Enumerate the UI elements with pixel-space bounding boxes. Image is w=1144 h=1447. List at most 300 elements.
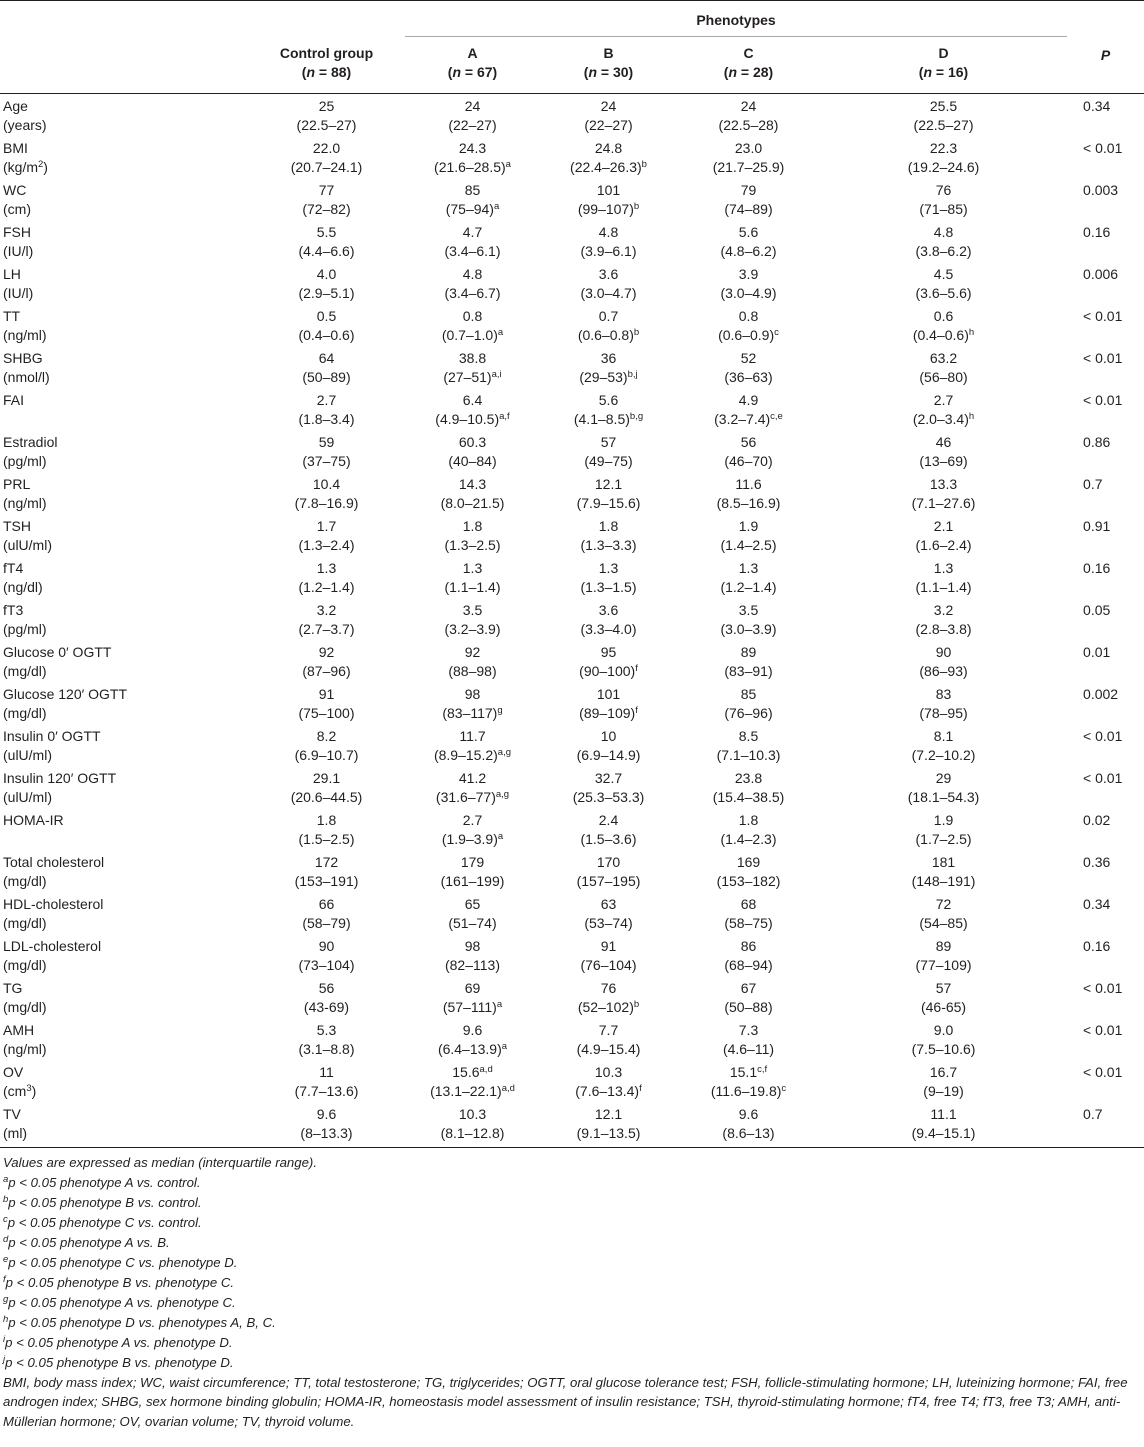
iqr-value: (3.3–4.0) (580, 620, 637, 637)
table-row (0, 1105, 1144, 1148)
median-value: 65 (464, 895, 481, 912)
significance-mark: f (635, 704, 638, 716)
median-value: 16.7 (929, 1063, 958, 1080)
iqr-value: $(22.4-26.3)^b$ (570, 158, 647, 175)
median-value: 3.2 (933, 601, 954, 618)
median-value: 77 (318, 181, 335, 198)
footnote: $^c$p < 0.05 phenotype C vs. control. (3, 1213, 202, 1230)
value-cell (540, 937, 677, 979)
iqr-value: (54–85) (919, 914, 968, 931)
iqr-value: $(11.6-19.8)^c$ (710, 1082, 787, 1099)
row-label (0, 559, 248, 601)
median-value: 10.3 (594, 1063, 623, 1080)
iqr-value: (76–96) (724, 704, 773, 721)
parameter-name: TG (3, 979, 23, 996)
parameter-name: LH (3, 265, 21, 282)
iqr-value: (9–19) (923, 1082, 964, 1099)
footnote: $^i$p < 0.05 phenotype A vs. phenotype D. (3, 1333, 233, 1350)
iqr-value: (2.9–5.1) (298, 284, 355, 301)
iqr-value: $(21.6-28.5)^a$ (434, 158, 511, 175)
median-value: 22.3 (929, 139, 958, 156)
p-value: 0.36 (1083, 853, 1111, 870)
group-header-row (0, 37, 1144, 93)
median-value: 101 (596, 685, 621, 702)
median-value: 89 (935, 937, 952, 954)
median-value: 29 (935, 769, 952, 786)
median-value: 7.3 (738, 1021, 759, 1038)
iqr-value: (3.0–4.7) (580, 284, 637, 301)
footnote: $^h$p < 0.05 phenotype D vs. phenotypes A, B, C. (3, 1313, 276, 1330)
parameter-unit: (ng/ml) (3, 1040, 47, 1057)
value-cell (248, 139, 405, 181)
group-n: (n = 30) (583, 64, 634, 80)
value-cell (820, 139, 1067, 181)
iqr-value: (8.1–12.8) (440, 1124, 505, 1141)
iqr-value: (86–93) (919, 662, 968, 679)
value-cell (405, 265, 540, 307)
table-row (0, 517, 1144, 559)
iqr-value: (51–74) (448, 914, 497, 931)
iqr-value: (4.9–15.4) (576, 1040, 641, 1057)
median-value: 66 (318, 895, 335, 912)
parameter-unit: (ml) (3, 1124, 28, 1141)
p-value: < 0.01 (1083, 979, 1123, 996)
parameter-unit: (mg/dl) (3, 704, 47, 721)
median-value: 1.9 (738, 517, 759, 534)
parameter-name: Glucose 120′ OGTT (3, 685, 128, 702)
median-value: 25 (318, 97, 335, 114)
table-row (0, 433, 1144, 475)
value-cell (405, 559, 540, 601)
value-cell (540, 475, 677, 517)
value-cell (820, 601, 1067, 643)
iqr-value: (25.3–53.3) (572, 788, 645, 805)
iqr-value: (46–70) (724, 452, 773, 469)
median-value: 24.8 (594, 139, 623, 156)
iqr-value: (153–191) (294, 872, 359, 889)
group-header-a (405, 37, 540, 93)
value-cell (820, 685, 1067, 727)
median-value: 10.4 (312, 475, 341, 492)
median-value: 1.8 (738, 811, 759, 828)
value-cell (405, 349, 540, 391)
iqr-value: (3.9–6.1) (580, 242, 637, 259)
significance-mark: f (639, 1082, 642, 1094)
parameter-unit: (mg/dl) (3, 872, 47, 889)
value-cell (405, 685, 540, 727)
iqr-value: (68–94) (724, 956, 773, 973)
value-cell (405, 93, 540, 139)
iqr-value: $(83-117)^g$ (442, 704, 503, 721)
value-cell (540, 265, 677, 307)
iqr-value: (36–63) (724, 368, 773, 385)
parameter-name: SHBG (3, 349, 43, 366)
iqr-value: (78–95) (919, 704, 968, 721)
value-cell (248, 979, 405, 1021)
value-cell (820, 1105, 1067, 1148)
iqr-value: $(0.6-0.8)^b$ (577, 326, 640, 343)
iqr-value: (7.7–13.6) (294, 1082, 359, 1099)
value-cell (405, 979, 540, 1021)
value-cell (820, 223, 1067, 265)
median-value: 2.7 (316, 391, 337, 408)
value-cell (677, 139, 820, 181)
iqr-value: $(31.6-77)^{a,g}$ (435, 788, 510, 805)
value-cell (405, 1105, 540, 1148)
iqr-value: (1.2–1.4) (720, 578, 777, 595)
value-cell (405, 1021, 540, 1063)
value-cell (540, 979, 677, 1021)
median-value: 5.6 (738, 223, 759, 240)
value-cell (820, 895, 1067, 937)
median-value: 32.7 (594, 769, 623, 786)
value-cell (248, 895, 405, 937)
p-value: 0.05 (1083, 601, 1111, 618)
iqr-value: (1.3–3.3) (580, 536, 637, 553)
group-name: Control group (279, 45, 374, 61)
significance-mark: b (641, 158, 647, 170)
p-value: 0.01 (1083, 643, 1111, 660)
table-row (0, 1021, 1144, 1063)
median-value: 8.2 (316, 727, 337, 744)
median-value: 1.8 (598, 517, 619, 534)
iqr-value: (72–82) (302, 200, 351, 217)
significance-mark: c,e (770, 410, 783, 422)
p-value: 0.16 (1083, 223, 1111, 240)
value-cell (820, 349, 1067, 391)
significance-mark: b,j (627, 368, 638, 380)
median-value: 170 (596, 853, 621, 870)
median-value: 0.7 (598, 307, 619, 324)
iqr-value: (8–13.3) (300, 1124, 353, 1141)
significance-mark: a,i (491, 368, 502, 380)
value-cell (820, 643, 1067, 685)
value-cell (820, 433, 1067, 475)
parameter-unit: (pg/ml) (3, 620, 47, 637)
median-value: 14.3 (458, 475, 487, 492)
p-value: < 0.01 (1083, 307, 1123, 324)
value-cell (677, 685, 820, 727)
value-cell (248, 769, 405, 811)
iqr-value: $(89-109)^f$ (579, 704, 638, 721)
value-cell (540, 391, 677, 433)
p-value: < 0.01 (1083, 349, 1123, 366)
median-value: 56 (740, 433, 757, 450)
median-value: 92 (464, 643, 481, 660)
value-cell (677, 391, 820, 433)
iqr-value: (2.7–3.7) (298, 620, 355, 637)
median-value: 7.7 (598, 1021, 619, 1038)
group-n: (n = 88) (301, 64, 352, 80)
median-value: 0.6 (933, 307, 954, 324)
value-cell (820, 853, 1067, 895)
median-value: 36 (600, 349, 617, 366)
row-label (0, 1105, 248, 1148)
iqr-value: (6.9–14.9) (576, 746, 641, 763)
p-value: < 0.01 (1083, 1063, 1123, 1080)
iqr-value: (74–89) (724, 200, 773, 217)
median-value: 10.3 (458, 1105, 487, 1122)
group-name: B (603, 45, 614, 61)
row-label (0, 1063, 248, 1105)
parameter-name: OV (3, 1063, 24, 1080)
p-value: 0.34 (1083, 97, 1111, 114)
table-row (0, 1063, 1144, 1105)
table-row (0, 391, 1144, 433)
table-row (0, 601, 1144, 643)
value-cell (677, 895, 820, 937)
group-name: A (467, 45, 478, 61)
significance-mark: a (497, 830, 504, 842)
row-label (0, 391, 248, 433)
parameter-name: fT4 (3, 559, 24, 576)
value-cell (677, 1105, 820, 1148)
median-value: 1.3 (738, 559, 759, 576)
parameter-unit: (ng/dl) (3, 578, 43, 595)
value-cell (820, 1063, 1067, 1105)
value-cell (248, 433, 405, 475)
iqr-value: (7.2–10.2) (911, 746, 976, 763)
value-cell (248, 223, 405, 265)
parameter-name: HDL-cholesterol (3, 895, 104, 912)
significance-mark: c (781, 1082, 787, 1094)
median-value: 4.9 (738, 391, 759, 408)
value-cell (677, 937, 820, 979)
value-cell (405, 601, 540, 643)
value-cell (405, 727, 540, 769)
value-cell (820, 517, 1067, 559)
value-cell (820, 93, 1067, 139)
median-value: 11.7 (459, 727, 486, 744)
value-cell (677, 1063, 820, 1105)
iqr-value: (7.9–15.6) (576, 494, 641, 511)
row-label (0, 811, 248, 853)
iqr-value: (157–195) (576, 872, 641, 889)
parameter-unit: (years) (3, 116, 47, 133)
iqr-value: $(0.7-1.0)^a$ (441, 326, 504, 343)
row-label (0, 853, 248, 895)
value-cell (677, 559, 820, 601)
iqr-value: (22.5–27) (296, 116, 357, 133)
value-cell (820, 1021, 1067, 1063)
iqr-value: (40–84) (448, 452, 497, 469)
parameter-name: HOMA-IR (3, 811, 64, 828)
parameter-unit: (nmol/l) (3, 368, 50, 385)
parameter-unit: (IU/l) (3, 284, 34, 301)
median-value: 76 (935, 181, 952, 198)
parameter-unit: (pg/ml) (3, 452, 47, 469)
iqr-value: $(27-51)^{a,i}$ (443, 368, 502, 385)
parameter-name: Insulin 120′ OGTT (3, 769, 117, 786)
footnote: $^e$p < 0.05 phenotype C vs. phenotype D. (3, 1253, 238, 1270)
median-value: 9.6 (462, 1021, 483, 1038)
median-value: 0.8 (462, 307, 483, 324)
median-value: 4.8 (462, 265, 483, 282)
p-value: < 0.01 (1083, 391, 1123, 408)
iqr-value: (73–104) (298, 956, 355, 973)
value-cell (820, 391, 1067, 433)
value-cell (248, 391, 405, 433)
iqr-value: (3.1–8.8) (298, 1040, 355, 1057)
iqr-value: (3.4–6.1) (444, 242, 501, 259)
iqr-value: (1.5–2.5) (298, 830, 355, 847)
row-label (0, 601, 248, 643)
row-label (0, 307, 248, 349)
iqr-value: (3.6–5.6) (915, 284, 972, 301)
iqr-value: (1.7–2.5) (915, 830, 972, 847)
value-cell (540, 811, 677, 853)
iqr-value: $(52-102)^b$ (577, 998, 640, 1015)
row-label (0, 475, 248, 517)
iqr-value: (77–109) (915, 956, 972, 973)
significance-mark: c (774, 326, 779, 338)
parameter-unit: (ng/ml) (3, 326, 47, 343)
iqr-value: (4.4–6.6) (298, 242, 355, 259)
value-cell (820, 307, 1067, 349)
value-cell (540, 181, 677, 223)
value-cell (405, 181, 540, 223)
footnote: $^a$p < 0.05 phenotype A vs. control. (3, 1173, 201, 1190)
iqr-value: (7.8–16.9) (294, 494, 359, 511)
median-value: 3.9 (738, 265, 759, 282)
value-cell (248, 1021, 405, 1063)
value-cell (540, 643, 677, 685)
value-cell (405, 307, 540, 349)
median-value: 24.3 (458, 139, 487, 156)
iqr-value: (13–69) (919, 452, 968, 469)
iqr-value: (3.0–4.9) (720, 284, 777, 301)
iqr-value: (71–85) (919, 200, 968, 217)
median-value: 25.5 (929, 97, 958, 114)
group-n: (n = 67) (447, 64, 498, 80)
iqr-value: $(13.1-22.1)^{a,d}$ (430, 1082, 515, 1099)
table-row (0, 475, 1144, 517)
value-cell (820, 979, 1067, 1021)
table-body (0, 93, 1144, 1147)
iqr-value: (6.9–10.7) (294, 746, 359, 763)
iqr-value: (0.4–0.6) (298, 326, 355, 343)
iqr-value: (8.5–16.9) (716, 494, 781, 511)
value-cell (820, 727, 1067, 769)
median-value: 91 (318, 685, 335, 702)
iqr-value: (56–80) (919, 368, 968, 385)
median-value: 98 (464, 685, 481, 702)
median-value: 67 (740, 979, 757, 996)
iqr-value: (1.5–3.6) (580, 830, 637, 847)
iqr-value: (8.6–13) (722, 1124, 775, 1141)
iqr-value: (58–79) (302, 914, 351, 931)
iqr-value: $(8.9-15.2)^{a,g}$ (433, 746, 512, 763)
value-cell (677, 853, 820, 895)
iqr-value: (1.8–3.4) (298, 410, 355, 427)
value-cell (540, 1021, 677, 1063)
parameter-name: AMH (3, 1021, 35, 1038)
iqr-value: (22–27) (584, 116, 633, 133)
median-value: 12.1 (594, 475, 623, 492)
iqr-value: (83–91) (724, 662, 773, 679)
median-value: 5.3 (316, 1021, 337, 1038)
median-value: 24 (600, 97, 617, 114)
value-cell (677, 265, 820, 307)
median-value: 4.8 (598, 223, 619, 240)
value-cell (540, 853, 677, 895)
value-cell (677, 643, 820, 685)
median-value: 2.7 (462, 811, 483, 828)
median-value: 64 (318, 349, 335, 366)
iqr-value: (7.1–10.3) (716, 746, 781, 763)
row-label (0, 433, 248, 475)
iqr-value: $(1.9-3.9)^a$ (441, 830, 504, 847)
value-cell (248, 1063, 405, 1105)
significance-mark: a,d (479, 1063, 493, 1075)
iqr-value: (88–98) (448, 662, 497, 679)
values-note: Values are expressed as median (interquartile range). (3, 1154, 317, 1170)
value-cell (248, 559, 405, 601)
parameter-name: PRL (3, 475, 31, 492)
table-row (0, 139, 1144, 181)
median-value: 11.6 (735, 475, 762, 492)
value-cell (248, 727, 405, 769)
p-value: < 0.01 (1083, 769, 1123, 786)
table-row (0, 937, 1144, 979)
iqr-value: $(90-100)^f$ (579, 662, 638, 679)
median-value: 3.6 (598, 601, 619, 618)
value-cell (405, 895, 540, 937)
median-value: 4.5 (933, 265, 954, 282)
median-value: 41.2 (458, 769, 487, 786)
median-value: 11 (319, 1063, 334, 1080)
median-value: 52 (740, 349, 757, 366)
median-value: 86 (740, 937, 757, 954)
footnote: $^j$p < 0.05 phenotype B vs. phenotype D. (3, 1353, 234, 1370)
p-value: < 0.01 (1083, 727, 1123, 744)
value-cell (405, 475, 540, 517)
value-cell (248, 349, 405, 391)
median-value: 15.1$^{c,f}$ (729, 1063, 768, 1080)
significance-mark: a,f (499, 410, 510, 422)
parameter-name: FAI (3, 391, 25, 408)
median-value: 2.1 (933, 517, 954, 534)
footnote: $^d$p < 0.05 phenotype A vs. B. (3, 1233, 170, 1250)
iqr-value: $(57-111)^a$ (442, 998, 503, 1015)
value-cell (405, 433, 540, 475)
table-row (0, 223, 1144, 265)
iqr-value: $(2.0-3.4)^h$ (912, 410, 975, 427)
parameter-name: fT3 (3, 601, 24, 618)
iqr-value: (2.8–3.8) (915, 620, 972, 637)
parameter-unit: $(kg/m^2)$ (3, 158, 48, 175)
iqr-value: (3.2–3.9) (444, 620, 501, 637)
row-label (0, 265, 248, 307)
median-value: 1.8 (462, 517, 483, 534)
p-value: 0.16 (1083, 937, 1111, 954)
iqr-value: (43-69) (303, 998, 350, 1015)
value-cell (248, 517, 405, 559)
iqr-value: (37–75) (302, 452, 351, 469)
median-value: 0.8 (738, 307, 759, 324)
iqr-value: (22.5–28) (718, 116, 779, 133)
iqr-value: $(4.9-10.5)^{a,f}$ (435, 410, 510, 427)
row-label (0, 769, 248, 811)
table-row (0, 895, 1144, 937)
parameter-name: TV (3, 1105, 21, 1122)
value-cell (405, 517, 540, 559)
parameter-name: Glucose 0′ OGTT (3, 643, 112, 660)
value-cell (405, 1063, 540, 1105)
median-value: 8.1 (933, 727, 954, 744)
parameter-name: Total cholesterol (3, 853, 105, 870)
iqr-value: (22.5–27) (913, 116, 974, 133)
